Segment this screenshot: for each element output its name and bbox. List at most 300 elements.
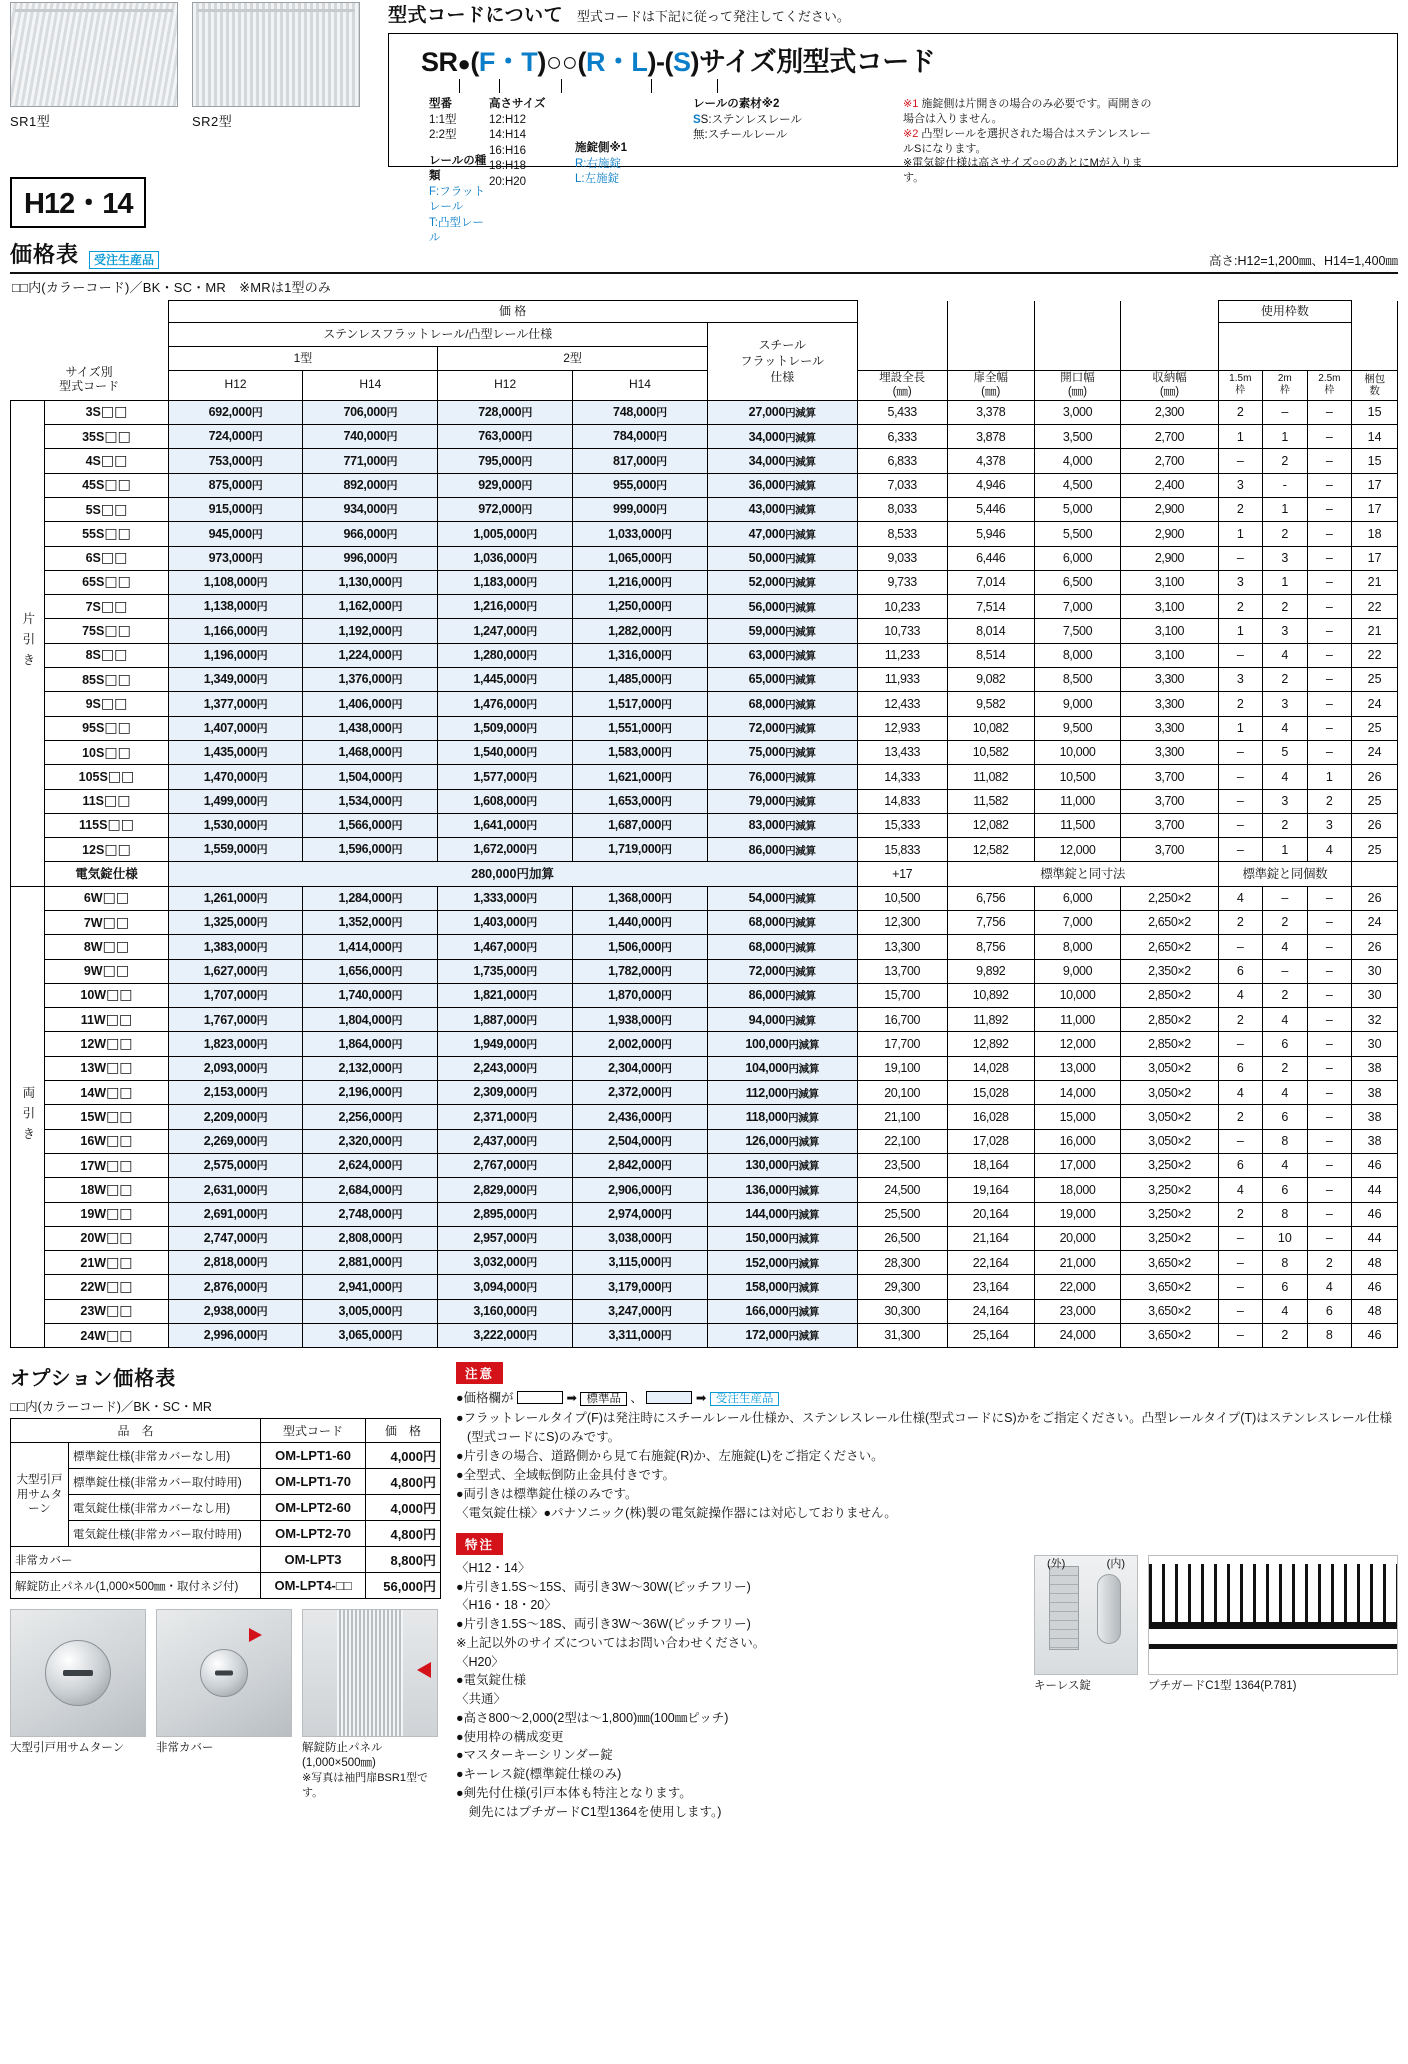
frames-2_5m: –	[1307, 425, 1352, 449]
th-frames-spacer	[1218, 323, 1352, 371]
legend-rail-material: レールの素材※2 SS:ステンレスレール 無:スチールレール	[693, 97, 903, 247]
option-price: 8,800円	[366, 1547, 441, 1573]
price-steel: 54,000円減算	[707, 886, 857, 910]
dim-door-width: 15,028	[947, 1081, 1034, 1105]
th-pack-l2: 数	[1369, 385, 1380, 398]
special-badge: 特注	[456, 1533, 503, 1555]
price-t1-h12: 1,196,000円	[168, 643, 303, 667]
price-t2-h14: 1,065,000円	[573, 546, 708, 570]
frames-1_5m: 2	[1218, 1008, 1263, 1032]
price-steel: 79,000円減算	[707, 789, 857, 813]
table-row	[11, 838, 1398, 862]
frames-2_5m: –	[1307, 619, 1352, 643]
pack-count: 14	[1352, 425, 1398, 449]
option-price: 4,800円	[366, 1469, 441, 1495]
price-steel: 59,000円減算	[707, 619, 857, 643]
frames-2_5m: 2	[1307, 789, 1352, 813]
price-t1-h12: 2,876,000円	[168, 1275, 303, 1299]
option-code: OM-LPT3	[261, 1547, 366, 1573]
frames-2m: 2	[1263, 522, 1308, 546]
dim-door-width: 19,164	[947, 1178, 1034, 1202]
th-t1-h14: H14	[303, 371, 438, 401]
price-t2-h12: 2,371,000円	[438, 1105, 573, 1129]
price-t2-h12: 1,735,000円	[438, 959, 573, 983]
price-t2-h12: 1,333,000円	[438, 886, 573, 910]
th-stainless: ステンレスフラットレール/凸型レール仕様	[168, 323, 707, 347]
th-t2-h12: H12	[438, 371, 573, 401]
dim-buried: 10,500	[857, 886, 947, 910]
price-t1-h12: 1,707,000円	[168, 983, 303, 1007]
dim-buried: 12,933	[857, 716, 947, 740]
price-t1-h14: 1,192,000円	[303, 619, 438, 643]
dim-store-width: 2,850×2	[1121, 1008, 1218, 1032]
row-code: 19W□□	[45, 1202, 168, 1226]
price-t2-h14: 3,115,000円	[573, 1251, 708, 1275]
frames-1_5m: 2	[1218, 1202, 1263, 1226]
dim-buried: 12,300	[857, 910, 947, 934]
table-row	[11, 619, 1398, 643]
row-code: 10W□□	[45, 983, 168, 1007]
dim-open-width: 9,000	[1034, 692, 1121, 716]
keyless-box	[1034, 1555, 1138, 1694]
frames-2_5m: 8	[1307, 1324, 1352, 1348]
table-row	[11, 740, 1398, 764]
model-code-subtitle: 型式コードは下記に従って発注してください。	[576, 9, 850, 24]
dim-door-width: 3,378	[947, 400, 1034, 424]
dim-door-width: 11,082	[947, 765, 1034, 789]
dim-store-width: 2,700	[1121, 449, 1218, 473]
frames-2_5m: 6	[1307, 1299, 1352, 1323]
dim-store-width: 2,900	[1121, 546, 1218, 570]
price-t1-h12: 1,823,000円	[168, 1032, 303, 1056]
dim-store-width: 3,050×2	[1121, 1105, 1218, 1129]
dim-door-width: 10,582	[947, 740, 1034, 764]
price-t2-h14: 3,311,000円	[573, 1324, 708, 1348]
option-code: OM-LPT2-60	[261, 1495, 366, 1521]
frames-1_5m: –	[1218, 643, 1263, 667]
th-frame-20	[1263, 371, 1308, 401]
dim-door-width: 8,014	[947, 619, 1034, 643]
caution-list	[456, 1389, 1398, 1522]
table-row	[11, 910, 1398, 934]
special-line: 〈共通〉	[456, 1692, 507, 1707]
frames-2m: 3	[1263, 619, 1308, 643]
price-t2-h12: 763,000円	[438, 425, 573, 449]
pack-count: 46	[1352, 1324, 1398, 1348]
dim-store-width: 3,650×2	[1121, 1275, 1218, 1299]
price-t1-h12: 1,470,000円	[168, 765, 303, 789]
caution-item: ●価格欄が ➡ 標準品 、 ➡ 受注生産品	[456, 1389, 1398, 1408]
price-t2-h14: 999,000円	[573, 497, 708, 521]
frames-2_5m: –	[1307, 546, 1352, 570]
pack-count: 26	[1352, 765, 1398, 789]
dim-buried: 9,733	[857, 570, 947, 594]
model-code-title	[388, 0, 1398, 27]
th-buried	[857, 371, 947, 401]
legend-rail-type-1: T:凸型レール	[429, 216, 484, 245]
dim-store-width: 3,700	[1121, 765, 1218, 789]
dim-buried: 23,500	[857, 1153, 947, 1177]
special-row	[456, 1555, 1398, 1822]
anti-panel-caption	[302, 1741, 438, 1799]
frames-2_5m: –	[1307, 497, 1352, 521]
price-t1-h14: 1,534,000円	[303, 789, 438, 813]
dim-store-width: 3,700	[1121, 813, 1218, 837]
row-code: 13W□□	[45, 1056, 168, 1080]
price-t2-h12: 1,216,000円	[438, 595, 573, 619]
table-row	[11, 886, 1398, 910]
frames-2_5m: –	[1307, 1056, 1352, 1080]
table-row	[11, 1129, 1398, 1153]
table-row	[11, 570, 1398, 594]
price-steel: 126,000円減算	[707, 1129, 857, 1153]
price-t2-h12: 795,000円	[438, 449, 573, 473]
price-t2-h12: 1,247,000円	[438, 619, 573, 643]
sr2-photo	[192, 2, 360, 107]
row-code: 7W□□	[45, 910, 168, 934]
frames-2m: 6	[1263, 1105, 1308, 1129]
price-steel: 136,000円減算	[707, 1178, 857, 1202]
price-t1-h12: 2,093,000円	[168, 1056, 303, 1080]
dim-open-width: 6,500	[1034, 570, 1121, 594]
table-row	[11, 400, 1398, 424]
anti-panel-caption-l3: ※写真は袖門扉BSR1型です。	[302, 1772, 428, 1799]
frames-2_5m: –	[1307, 886, 1352, 910]
dim-open-width: 10,500	[1034, 765, 1121, 789]
price-t1-h12: 1,108,000円	[168, 570, 303, 594]
option-table	[10, 1418, 441, 1599]
anti-unlock-panel-photo	[302, 1609, 438, 1737]
dim-door-width: 5,446	[947, 497, 1034, 521]
price-t1-h12: 915,000円	[168, 497, 303, 521]
dim-store-width: 2,250×2	[1121, 886, 1218, 910]
dim-store-width: 2,300	[1121, 400, 1218, 424]
dim-door-width: 23,164	[947, 1275, 1034, 1299]
price-t2-h12: 1,005,000円	[438, 522, 573, 546]
legend-height	[489, 97, 575, 247]
price-t1-h12: 1,377,000円	[168, 692, 303, 716]
sr2-caption: SR2型	[192, 114, 233, 129]
price-t2-h12: 1,403,000円	[438, 910, 573, 934]
table-row	[11, 1299, 1398, 1323]
note-1-text: 凸型レールを選択された場合はステンレスレールSになります。	[903, 127, 1151, 155]
price-steel: 130,000円減算	[707, 1153, 857, 1177]
special-text	[456, 1555, 1022, 1822]
row-code: 12W□□	[45, 1032, 168, 1056]
row-code: 9W□□	[45, 959, 168, 983]
table-row	[11, 1202, 1398, 1226]
price-t1-h12: 1,138,000円	[168, 595, 303, 619]
price-t2-h12: 2,767,000円	[438, 1153, 573, 1177]
dim-buried: 24,500	[857, 1178, 947, 1202]
price-steel: 56,000円減算	[707, 595, 857, 619]
formula-ft: F・T	[478, 47, 538, 77]
row-code: 65S□□	[45, 570, 168, 594]
dim-door-width: 16,028	[947, 1105, 1034, 1129]
note-2-text: 電気錠仕様は高さサイズ○○のあとにMが入ります。	[903, 157, 1143, 185]
th-store-l2: (㎜)	[1159, 386, 1180, 399]
table-row	[11, 425, 1398, 449]
dim-buried: 25,500	[857, 1202, 947, 1226]
price-t2-h12: 2,437,000円	[438, 1129, 573, 1153]
frames-2m: 2	[1263, 668, 1308, 692]
price-t1-h12: 1,499,000円	[168, 789, 303, 813]
price-steel: 144,000円減算	[707, 1202, 857, 1226]
frames-2_5m: –	[1307, 1153, 1352, 1177]
price-steel: 75,000円減算	[707, 740, 857, 764]
frames-2m: –	[1263, 400, 1308, 424]
option-column	[10, 1362, 440, 1821]
option-code: OM-LPT2-70	[261, 1521, 366, 1547]
formula-dot: ●	[457, 51, 471, 76]
label-inside: (内)	[1106, 1557, 1125, 1570]
price-steel: 47,000円減算	[707, 522, 857, 546]
dim-open-width: 3,000	[1034, 400, 1121, 424]
dim-buried: 13,433	[857, 740, 947, 764]
pack-count: 24	[1352, 740, 1398, 764]
dim-store-width: 3,050×2	[1121, 1056, 1218, 1080]
frames-1_5m: 3	[1218, 473, 1263, 497]
price-t1-h14: 1,504,000円	[303, 765, 438, 789]
price-t2-h12: 1,608,000円	[438, 789, 573, 813]
pack-count: 46	[1352, 1202, 1398, 1226]
th-door-w	[947, 371, 1034, 401]
notes-column	[456, 1362, 1398, 1821]
option-images	[10, 1609, 440, 1799]
price-t1-h14: 706,000円	[303, 400, 438, 424]
sr2-photo-box	[192, 2, 360, 130]
price-t2-h14: 1,440,000円	[573, 910, 708, 934]
dim-open-width: 23,000	[1034, 1299, 1121, 1323]
table-row	[11, 522, 1398, 546]
pack-count: 17	[1352, 546, 1398, 570]
dim-store-width: 2,650×2	[1121, 935, 1218, 959]
price-steel: 158,000円減算	[707, 1275, 857, 1299]
frames-2m: 8	[1263, 1129, 1308, 1153]
price-t1-h14: 1,130,000円	[303, 570, 438, 594]
emergency-cover-photo	[156, 1609, 292, 1737]
frames-1_5m: –	[1218, 813, 1263, 837]
price-table	[10, 300, 1398, 1348]
legend-0-title: 型番	[429, 98, 452, 110]
option-price: 4,000円	[366, 1443, 441, 1469]
price-t2-h14: 2,304,000円	[573, 1056, 708, 1080]
dim-door-width: 12,582	[947, 838, 1034, 862]
frames-2_5m: –	[1307, 1178, 1352, 1202]
option-name: 電気錠仕様(非常カバーなし用)	[69, 1495, 261, 1521]
frames-2_5m: –	[1307, 1032, 1352, 1056]
price-t1-h12: 692,000円	[168, 400, 303, 424]
price-t1-h12: 945,000円	[168, 522, 303, 546]
dim-buried: 11,233	[857, 643, 947, 667]
dim-open-width: 3,500	[1034, 425, 1121, 449]
frames-2_5m: –	[1307, 716, 1352, 740]
option-name: 標準錠仕様(非常カバーなし用)	[69, 1443, 261, 1469]
frames-2m: 1	[1263, 425, 1308, 449]
price-t1-h12: 2,575,000円	[168, 1153, 303, 1177]
table-row-electric	[11, 862, 1398, 886]
dim-door-width: 6,756	[947, 886, 1034, 910]
dim-open-width: 8,000	[1034, 643, 1121, 667]
dim-buried: 13,700	[857, 959, 947, 983]
price-t1-h14: 966,000円	[303, 522, 438, 546]
price-t2-h12: 1,467,000円	[438, 935, 573, 959]
price-t1-h14: 2,320,000円	[303, 1129, 438, 1153]
price-t2-h14: 3,038,000円	[573, 1226, 708, 1250]
pack-count: 38	[1352, 1056, 1398, 1080]
row-code: 105S□□	[45, 765, 168, 789]
frames-1_5m: –	[1218, 1129, 1263, 1153]
price-t2-h12: 1,887,000円	[438, 1008, 573, 1032]
price-t1-h14: 2,132,000円	[303, 1056, 438, 1080]
price-t1-h12: 2,938,000円	[168, 1299, 303, 1323]
th-type1: 1型	[168, 347, 438, 371]
price-t1-h12: 973,000円	[168, 546, 303, 570]
dim-buried: 6,333	[857, 425, 947, 449]
price-t1-h14: 3,005,000円	[303, 1299, 438, 1323]
frames-2m: –	[1263, 959, 1308, 983]
frames-2_5m: –	[1307, 1129, 1352, 1153]
frames-2_5m: –	[1307, 1105, 1352, 1129]
pack-count: 48	[1352, 1299, 1398, 1323]
dim-store-width: 3,700	[1121, 789, 1218, 813]
frames-same-as-standard: 標準錠と同個数	[1218, 862, 1352, 886]
table-row	[11, 789, 1398, 813]
frames-2_5m: 2	[1307, 1251, 1352, 1275]
table-row	[11, 1275, 1398, 1299]
price-steel: 65,000円減算	[707, 668, 857, 692]
special-line: ※上記以外のサイズについてはお問い合わせください。	[456, 1635, 766, 1650]
dim-buried: 15,333	[857, 813, 947, 837]
dim-door-width: 10,082	[947, 716, 1034, 740]
price-t2-h12: 728,000円	[438, 400, 573, 424]
frames-2_5m: –	[1307, 959, 1352, 983]
row-code: 8W□□	[45, 935, 168, 959]
price-t2-h14: 748,000円	[573, 400, 708, 424]
dim-open-width: 4,500	[1034, 473, 1121, 497]
price-t1-h14: 2,748,000円	[303, 1202, 438, 1226]
dim-door-width: 9,582	[947, 692, 1034, 716]
dim-buried: 6,833	[857, 449, 947, 473]
option-row	[11, 1573, 441, 1599]
dim-door-width: 18,164	[947, 1153, 1034, 1177]
dim-door-width: 9,082	[947, 668, 1034, 692]
price-steel: 83,000円減算	[707, 813, 857, 837]
price-t2-h12: 1,509,000円	[438, 716, 573, 740]
th-price: 価 格	[168, 301, 857, 323]
price-table-body	[11, 400, 1398, 1348]
legend-model-number	[399, 97, 489, 247]
price-t1-h14: 1,352,000円	[303, 910, 438, 934]
dim-door-width: 10,892	[947, 983, 1034, 1007]
note-1-mark: ※2	[903, 127, 919, 140]
frames-2_5m: –	[1307, 740, 1352, 764]
dim-door-width: 4,946	[947, 473, 1034, 497]
price-t2-h14: 1,033,000円	[573, 522, 708, 546]
th-steel-l2: フラットレール	[740, 354, 824, 369]
price-steel: 68,000円減算	[707, 910, 857, 934]
th-f25-l1: 2.5m	[1318, 373, 1341, 385]
price-steel: 43,000円減算	[707, 497, 857, 521]
thumbturn-caption: 大型引戸用サムターン	[10, 1742, 125, 1755]
special-line: ●片引き1.5S〜18S、両引き3W〜36W(ピッチフリー)	[456, 1617, 751, 1632]
frames-2m: 4	[1263, 1081, 1308, 1105]
price-t1-h12: 1,261,000円	[168, 886, 303, 910]
dim-store-width: 3,050×2	[1121, 1129, 1218, 1153]
table-row	[11, 959, 1398, 983]
formula-paren2: )	[537, 47, 546, 77]
price-t1-h12: 1,407,000円	[168, 716, 303, 740]
price-t1-h14: 2,808,000円	[303, 1226, 438, 1250]
price-t2-h14: 1,485,000円	[573, 668, 708, 692]
price-t2-h14: 955,000円	[573, 473, 708, 497]
price-t2-h14: 3,247,000円	[573, 1299, 708, 1323]
group-label-single: 片引き	[11, 400, 45, 886]
table-row	[11, 1251, 1398, 1275]
dim-buried: 29,300	[857, 1275, 947, 1299]
table-row	[11, 1081, 1398, 1105]
row-code: 35S□□	[45, 425, 168, 449]
legend-0-line-1: 2:2型	[429, 129, 457, 142]
th-frame-25	[1307, 371, 1352, 401]
pack-count: 38	[1352, 1105, 1398, 1129]
formula-tail: サイズ別型式コード	[698, 47, 936, 77]
dim-buried: 13,300	[857, 935, 947, 959]
frames-2m: 10	[1263, 1226, 1308, 1250]
dim-same-as-standard: 標準錠と同寸法	[947, 862, 1218, 886]
price-t1-h12: 753,000円	[168, 449, 303, 473]
frames-2m: 4	[1263, 935, 1308, 959]
dim-buried: 8,533	[857, 522, 947, 546]
price-t2-h14: 1,316,000円	[573, 643, 708, 667]
special-line: 〈H16・18・20〉	[456, 1598, 557, 1613]
option-code: OM-LPT1-60	[261, 1443, 366, 1469]
th-buried-spacer	[857, 301, 947, 371]
dim-store-width: 3,100	[1121, 570, 1218, 594]
legend-2-line-0: S:ステンレスレール	[700, 113, 802, 126]
th-size-code	[11, 301, 169, 401]
price-t1-h12: 1,435,000円	[168, 740, 303, 764]
price-t1-h14: 1,414,000円	[303, 935, 438, 959]
price-t1-h12: 2,153,000円	[168, 1081, 303, 1105]
formula-rl: R・L	[585, 47, 648, 77]
price-t1-h14: 892,000円	[303, 473, 438, 497]
dim-open-width: 6,000	[1034, 886, 1121, 910]
frames-2m: 2	[1263, 910, 1308, 934]
dim-buried: 26,500	[857, 1226, 947, 1250]
table-row	[11, 595, 1398, 619]
special-line: ●電気錠仕様	[456, 1673, 527, 1688]
table-row	[11, 813, 1398, 837]
dim-buried: 17,700	[857, 1032, 947, 1056]
dim-store-width: 2,900	[1121, 522, 1218, 546]
guard-box	[1148, 1555, 1398, 1694]
emergency-cover-caption: 非常カバー	[156, 1742, 214, 1755]
dim-store-width: 2,400	[1121, 473, 1218, 497]
dim-store-width: 3,300	[1121, 716, 1218, 740]
pack-count	[1352, 862, 1398, 886]
table-row	[11, 449, 1398, 473]
keyless-caption: キーレス錠	[1034, 1679, 1091, 1692]
frames-2_5m: –	[1307, 1226, 1352, 1250]
frames-2m: 1	[1263, 570, 1308, 594]
frames-2_5m: –	[1307, 1081, 1352, 1105]
table-row	[11, 983, 1398, 1007]
row-code: 115S□□	[45, 813, 168, 837]
formula-paren1: (	[470, 47, 479, 77]
anti-panel-box	[302, 1609, 438, 1799]
price-t2-h14: 1,250,000円	[573, 595, 708, 619]
